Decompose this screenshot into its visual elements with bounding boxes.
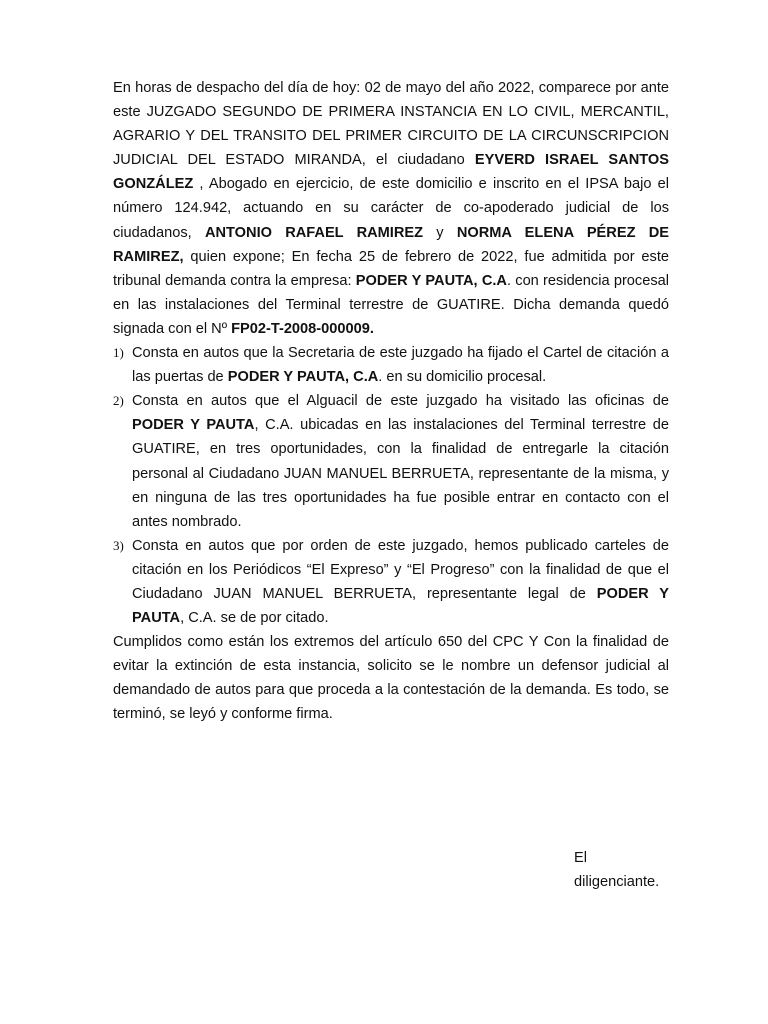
lawyer-name: EYVERD ISRAEL SANTOS GONZÁLEZ (113, 152, 669, 193)
closing-paragraph: Cumplidos como están los extremos del artículo 650 del CPC Y Con la finalidad de evitar la extinción de esta instancia, solicito se le nombre un defensor judicial al demandado de autos para que proceda a la contestación de la demanda. Es todo, se terminó, se leyó y conforme firma. (113, 634, 669, 723)
company-name: PODER Y PAUTA, C.A (355, 272, 507, 289)
intro-text-5: . con residencia procesal en las instalaciones del Terminal terrestre de GUATIRE. Dicha demanda quedó signada con el Nº (113, 272, 669, 337)
list-item (113, 534, 669, 630)
intro-text-2: , Abogado en ejercicio, de este domicilio e inscrito en el IPSA bajo el número 124.942, actuando en su carácter de co-apoderado judicial de los ciudadanos, (113, 176, 669, 241)
list-item-text: . en su domicilio procesal. (378, 369, 547, 386)
list-item-text: Consta en autos que por orden de este juzgado, hemos publicado carteles de citación en los Periódicos “El Expreso” y “El Progreso” con la finalidad de que el Ciudadano JUAN MANUEL BERRUETA, representante legal de (132, 537, 669, 602)
signature-line-1: El (574, 850, 587, 866)
intro-text-1: En horas de despacho del día de hoy: 02 de mayo del año 2022, comparece por ante este JUZGADO SEGUNDO DE PRIMERA INSTANCIA EN LO CIVIL, MERCANTIL, AGRARIO Y DEL TRANSITO DEL PRIMER CIRCUITO DE LA CIRCUNSCRIPCION JUDICIAL DEL ESTADO MIRANDA, el ciudadano (113, 80, 669, 169)
client-name-2: NORMA ELENA PÉREZ DE RAMIREZ, (113, 224, 669, 265)
case-number: FP02-T-2008-000009. (231, 320, 374, 337)
intro-text-3: y (423, 224, 457, 241)
list-item-number: 1) (113, 345, 124, 361)
list-item (113, 389, 669, 534)
list-item-text: , C.A. se de por citado. (180, 610, 329, 627)
list-item-text: Consta en autos que la Secretaria de este juzgado ha fijado el Cartel de citación a las puertas de (132, 345, 669, 386)
list-item-bold: PODER Y PAUTA (132, 417, 255, 434)
list-item-text: Consta en autos que el Alguacil de este juzgado ha visitado las oficinas de (132, 393, 669, 410)
findings-list (113, 341, 669, 630)
intro-text-4: quien expone; En fecha 25 de febrero de 2022, fue admitida por este tribunal demanda contra la empresa: (113, 248, 669, 289)
list-item-bold: PODER Y PAUTA (132, 585, 669, 627)
list-item-text: , C.A. ubicadas en las instalaciones del Terminal terrestre de GUATIRE, en tres oportunidades, con la finalidad de entregarle la citación personal al Ciudadano JUAN MANUEL BERRUETA, representante de la misma, y en ninguna de las tres oportunidades ha fue posible entrar en contacto con el antes nombrado. (132, 417, 670, 530)
list-item-number: 3) (113, 537, 124, 553)
intro-paragraph (113, 76, 669, 341)
document-body (113, 76, 669, 727)
list-item-number: 2) (113, 393, 124, 409)
signature-block (574, 846, 694, 894)
list-item (113, 341, 669, 389)
signature-line-2: diligenciante. (574, 874, 660, 890)
client-name-1: ANTONIO RAFAEL RAMIREZ (204, 224, 424, 241)
list-item-bold: PODER Y PAUTA, C.A (227, 369, 379, 386)
